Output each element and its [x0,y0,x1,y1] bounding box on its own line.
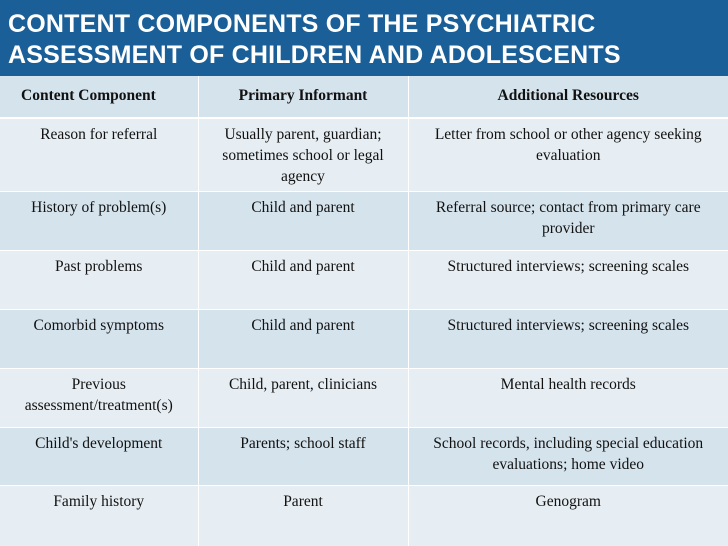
table-row [0,191,728,250]
cell-content-component: History of problem(s) [0,191,198,250]
cell-content-component: Child's development [0,427,198,485]
column-header-primary-informant: Primary Informant [198,76,408,118]
cell-primary-informant: Child and parent [198,309,408,368]
cell-additional-resources: Genogram [408,485,728,546]
table-row [0,250,728,309]
cell-additional-resources: Letter from school or other agency seeking evaluation [408,118,728,191]
title-line-2: ASSESSMENT OF CHILDREN AND ADOLESCENTS [8,41,621,69]
table-row [0,368,728,427]
cell-primary-informant: Child, parent, clinicians [198,368,408,427]
cell-primary-informant: Child and parent [198,250,408,309]
cell-primary-informant: Parent [198,485,408,546]
cell-primary-informant: Child and parent [198,191,408,250]
cell-primary-informant: Parents; school staff [198,427,408,485]
table-row [0,118,728,191]
column-header-content-component: Content Component [0,76,198,118]
table-row [0,309,728,368]
cell-content-component: Family history [0,485,198,546]
cell-additional-resources: Structured interviews; screening scales [408,309,728,368]
column-header-additional-resources: Additional Resources [408,76,728,118]
assessment-table [0,76,728,546]
table-row [0,427,728,485]
cell-additional-resources: Structured interviews; screening scales [408,250,728,309]
cell-content-component: Past problems [0,250,198,309]
cell-additional-resources: School records, including special education evaluations; home video [408,427,728,485]
cell-additional-resources: Referral source; contact from primary care provider [408,191,728,250]
title-line-1: CONTENT COMPONENTS OF THE PSYCHIATRIC [8,10,596,38]
cell-primary-informant: Usually parent, guardian; sometimes school or legal agency [198,118,408,191]
cell-content-component: Previous assessment/treatment(s) [0,368,198,427]
table-header-row [0,76,728,118]
table-row [0,485,728,546]
slide-title [0,0,728,76]
cell-additional-resources: Mental health records [408,368,728,427]
cell-content-component: Reason for referral [0,118,198,191]
cell-content-component: Comorbid symptoms [0,309,198,368]
